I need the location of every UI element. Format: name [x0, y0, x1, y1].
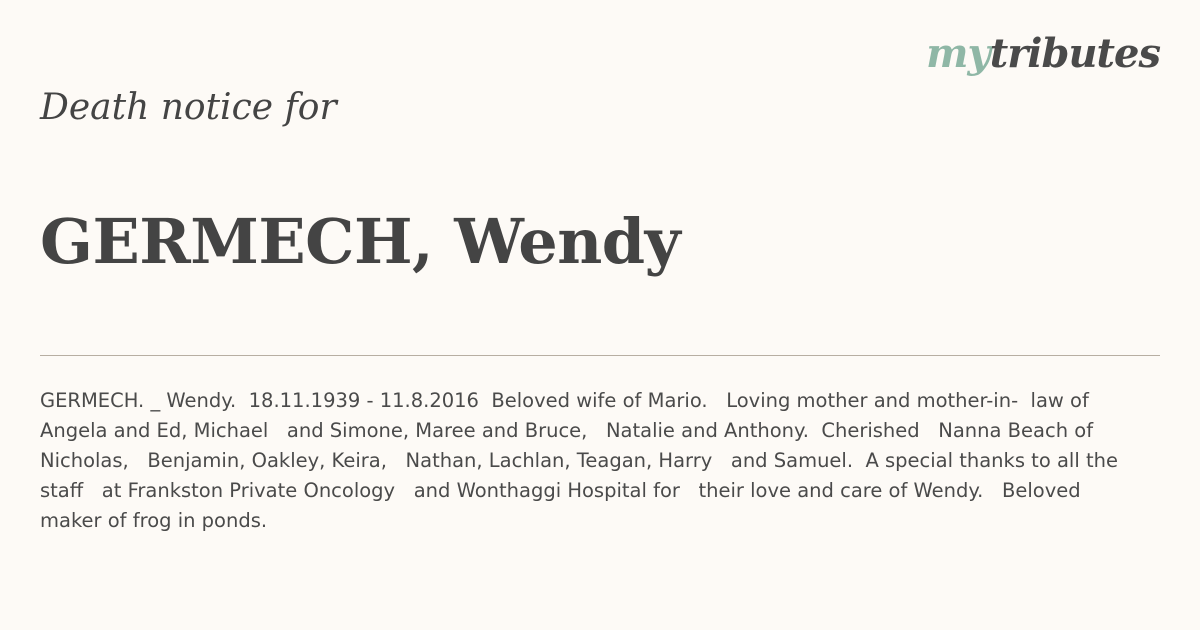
- logo-my: my: [926, 30, 990, 77]
- mytributes-logo[interactable]: [926, 30, 1160, 77]
- deceased-name: GERMECH, Wendy: [40, 205, 681, 278]
- logo-tributes: tributes: [989, 30, 1160, 77]
- divider: [40, 355, 1160, 356]
- notice-kicker: Death notice for: [40, 87, 337, 128]
- notice-body: GERMECH. _ Wendy. 18.11.1939 - 11.8.2016 Beloved wife of Mario. Loving mother and mother-in- law of Angela and Ed, Michael and Simone, Maree and Bruce, Natalie and Anthony. Cherished Nanna Beach of Nicholas, Benjamin, Oakley, Keira, Nathan, Lachlan, Teagan, Harry and Samuel. A special thanks to all the staff at Frankston Private Oncology and Wonthaggi Hospital for their love and care of Wendy. Beloved maker of frog in ponds.: [40, 389, 1125, 532]
